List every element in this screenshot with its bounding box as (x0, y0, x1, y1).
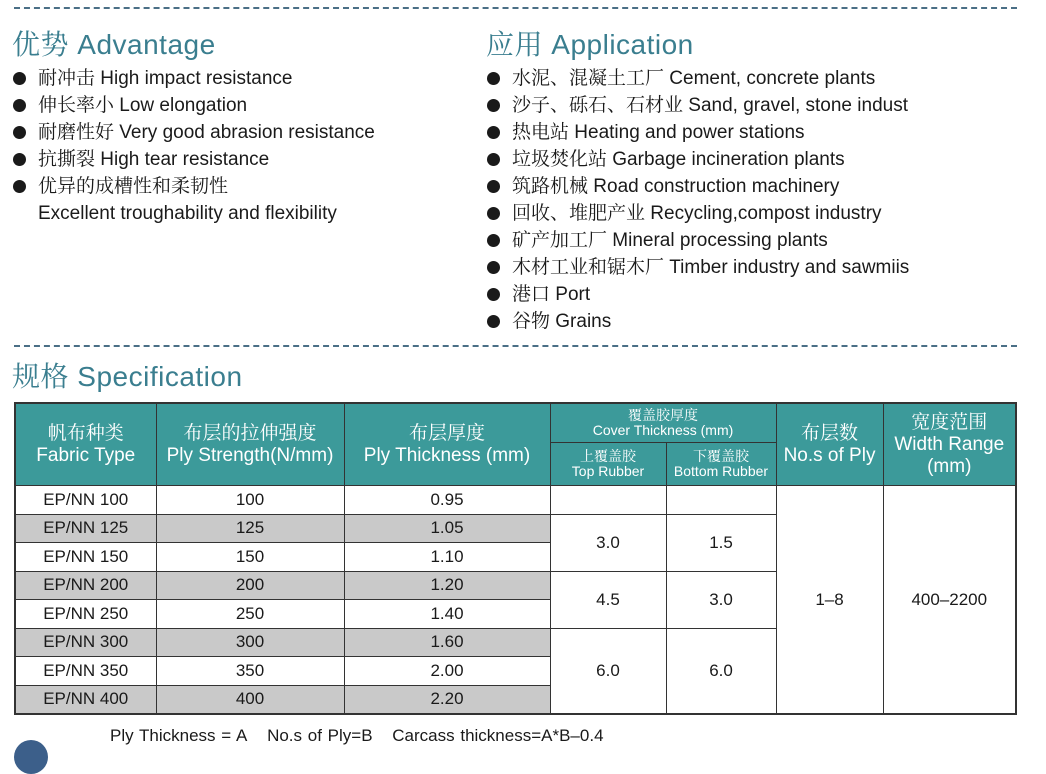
cell-ply-strength: 125 (156, 514, 344, 543)
col-header-width-range: 宽度范围 Width Range (mm) (883, 403, 1016, 486)
cell-bottom-rubber: 3.0 (666, 571, 776, 628)
list-item: 沙子、砾石、石材业 Sand, gravel, stone indust (486, 92, 909, 119)
list-item: 木材工业和锯木厂 Timber industry and sawmiis (486, 254, 909, 281)
specification-table (14, 402, 1017, 715)
cell-fabric-type: EP/NN 100 (15, 486, 156, 515)
cell-fabric-type: EP/NN 400 (15, 685, 156, 714)
bullet-icon (487, 72, 500, 85)
carcass-formula (110, 726, 618, 746)
bullet-icon (13, 126, 26, 139)
cell-ply-thickness: 1.10 (344, 543, 550, 572)
cell-ply-strength: 350 (156, 657, 344, 686)
cell-top-rubber: 3.0 (550, 514, 666, 571)
col-header-top-rubber: 上覆盖胶 Top Rubber (550, 443, 666, 486)
cell-empty (550, 486, 666, 515)
bullet-icon (487, 153, 500, 166)
cell-ply-thickness: 0.95 (344, 486, 550, 515)
spec-divider (14, 345, 1017, 347)
cell-ply-thickness: 1.20 (344, 571, 550, 600)
formula-num-plies: No.s of Ply=B (267, 726, 373, 745)
list-item: 回收、堆肥产业 Recycling,compost industry (486, 200, 909, 227)
cell-ply-strength: 400 (156, 685, 344, 714)
specification-title: 规格 Specification (12, 361, 243, 392)
list-item: 热电站 Heating and power stations (486, 119, 909, 146)
list-item: 港口 Port (486, 281, 909, 308)
cell-width-range: 400–2200 (883, 486, 1016, 715)
col-header-num-plies: 布层数 No.s of Ply (776, 403, 883, 486)
cell-empty (666, 486, 776, 515)
cell-fabric-type: EP/NN 350 (15, 657, 156, 686)
bullet-icon (13, 72, 26, 85)
list-item: 筑路机械 Road construction machinery (486, 173, 909, 200)
col-header-fabric-type: 帆布种类 Fabric Type (15, 403, 156, 486)
list-item: 优异的成槽性和柔韧性 (12, 173, 375, 200)
list-item-continuation: Excellent troughability and flexibility (38, 203, 337, 224)
formula-carcass: Carcass thickness=A*B–0.4 (392, 726, 604, 745)
bullet-icon (487, 234, 500, 247)
col-header-cover-thickness: 覆盖胶厚度 Cover Thickness (mm) (550, 403, 776, 443)
bullet-icon (487, 288, 500, 301)
cell-ply-thickness: 1.60 (344, 628, 550, 657)
list-item: 谷物 Grains (486, 308, 909, 335)
list-item: 水泥、混凝土工厂 Cement, concrete plants (486, 65, 909, 92)
list-item: 耐冲击 High impact resistance (12, 65, 375, 92)
cell-ply-strength: 150 (156, 543, 344, 572)
table-row (15, 486, 1016, 515)
cell-ply-thickness: 2.20 (344, 685, 550, 714)
cell-ply-thickness: 2.00 (344, 657, 550, 686)
cell-fabric-type: EP/NN 300 (15, 628, 156, 657)
advantage-list (12, 65, 375, 227)
cell-ply-strength: 200 (156, 571, 344, 600)
formula-ply-thickness: Ply Thickness = A (110, 726, 248, 745)
cell-fabric-type: EP/NN 200 (15, 571, 156, 600)
cell-fabric-type: EP/NN 150 (15, 543, 156, 572)
col-header-bottom-rubber: 下覆盖胶 Bottom Rubber (666, 443, 776, 486)
cell-top-rubber: 4.5 (550, 571, 666, 628)
top-divider (14, 7, 1017, 9)
bullet-icon (487, 207, 500, 220)
cell-ply-strength: 250 (156, 600, 344, 629)
application-title: 应用 Application (486, 29, 694, 60)
cell-top-rubber: 6.0 (550, 628, 666, 714)
list-item: 矿产加工厂 Mineral processing plants (486, 227, 909, 254)
bullet-icon (13, 180, 26, 193)
bullet-icon (487, 315, 500, 328)
list-item: 抗撕裂 High tear resistance (12, 146, 375, 173)
cell-ply-strength: 100 (156, 486, 344, 515)
bullet-icon (487, 126, 500, 139)
bullet-icon (487, 261, 500, 274)
cell-bottom-rubber: 1.5 (666, 514, 776, 571)
cell-num-plies: 1–8 (776, 486, 883, 715)
advantage-title: 优势 Advantage (12, 29, 216, 60)
bullet-icon (13, 99, 26, 112)
bullet-icon (487, 180, 500, 193)
list-item: 垃圾焚化站 Garbage incineration plants (486, 146, 909, 173)
col-header-ply-strength: 布层的拉伸强度 Ply Strength(N/mm) (156, 403, 344, 486)
application-list (486, 65, 909, 335)
cell-fabric-type: EP/NN 125 (15, 514, 156, 543)
cell-fabric-type: EP/NN 250 (15, 600, 156, 629)
cell-ply-strength: 300 (156, 628, 344, 657)
cell-ply-thickness: 1.40 (344, 600, 550, 629)
table-header-row (15, 403, 1016, 443)
list-item: 伸长率小 Low elongation (12, 92, 375, 119)
cell-bottom-rubber: 6.0 (666, 628, 776, 714)
bullet-icon (13, 153, 26, 166)
col-header-ply-thickness: 布层厚度 Ply Thickness (mm) (344, 403, 550, 486)
corner-logo-dot (14, 740, 48, 774)
bullet-icon (487, 99, 500, 112)
cell-ply-thickness: 1.05 (344, 514, 550, 543)
list-item: 耐磨性好 Very good abrasion resistance (12, 119, 375, 146)
